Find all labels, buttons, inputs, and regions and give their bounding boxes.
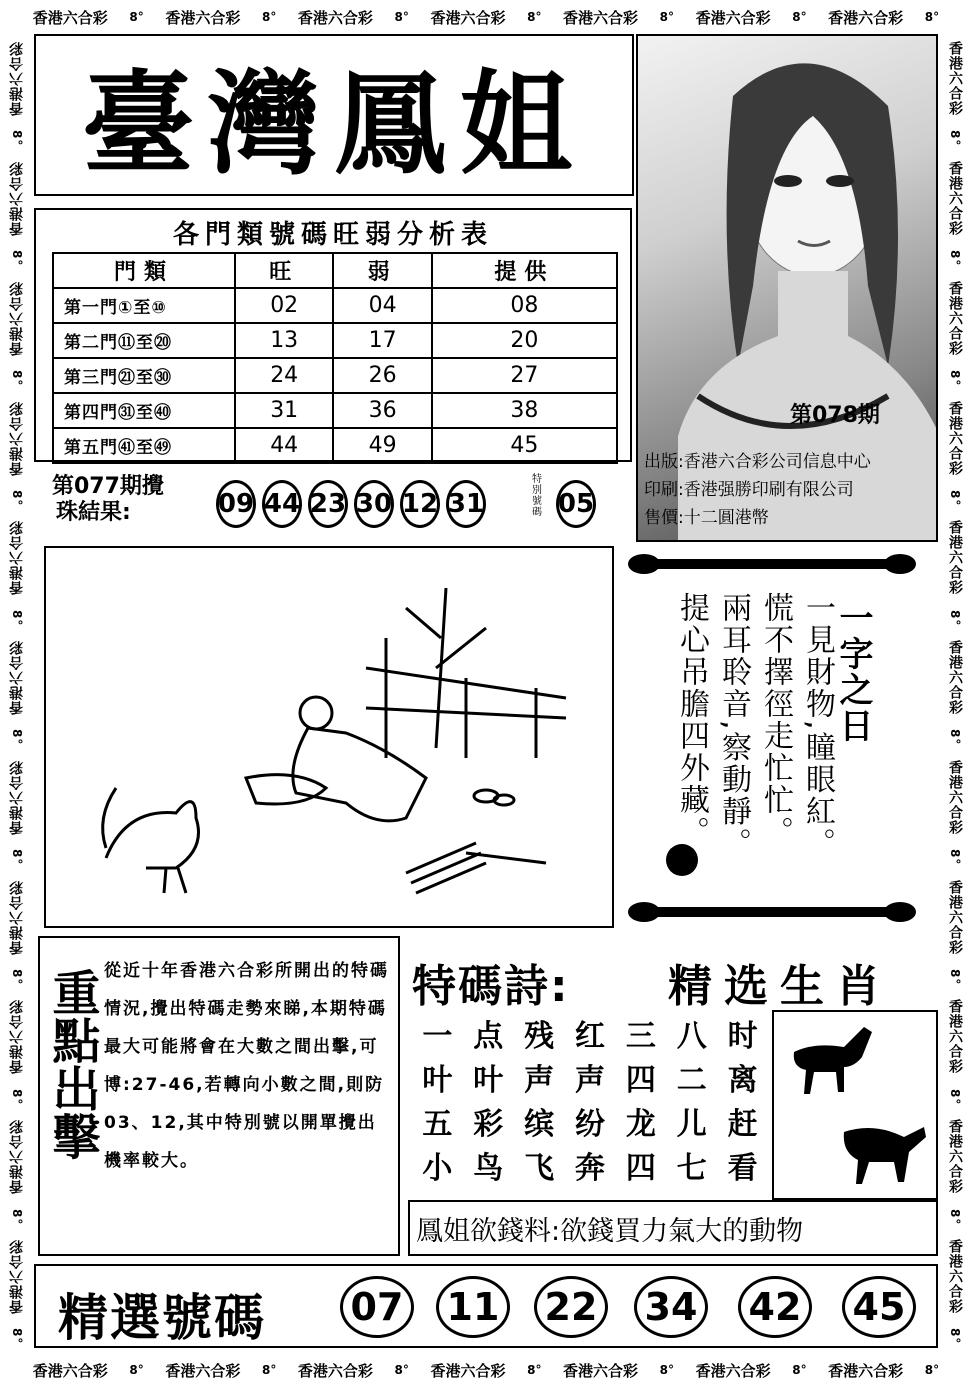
border-ring-icon: 8° [924,10,940,24]
riddle-line: 兩耳聆音,察動靜。 [716,592,751,860]
draw-result-label [52,474,212,526]
border-text: 香港六合彩 [947,640,963,716]
border-ring-icon: 8° [10,369,24,387]
publisher-line: 出版:香港六合彩公司信息中心 [644,452,871,472]
border-bottom-strip [22,1352,950,1388]
issue-number: 第078期 [790,403,880,428]
riddle-line: 慌不擇徑走忙忙。 [758,592,793,848]
publisher-info [644,448,932,536]
draw-ball: 12 [400,480,440,528]
poem-char: 时 [727,1019,758,1054]
border-top-strip [22,0,950,34]
poem-char: 飞 [524,1151,555,1186]
border-text: 香港六合彩 [430,1361,506,1380]
cell-provide: 45 [432,428,617,463]
border-ring-icon: 8° [659,1363,675,1377]
border-text: 香港六合彩 [9,640,25,716]
table-row [53,288,617,323]
border-text: 香港六合彩 [9,400,25,476]
border-ring-icon: 8° [10,849,24,866]
border-text: 香港六合彩 [165,1361,241,1380]
border-ring-icon: 8° [948,489,962,507]
border-ring-icon: 8° [261,1363,277,1377]
poem-char: 四 [625,1063,656,1098]
selected-ball: 34 [634,1276,708,1338]
selected-ball: 42 [738,1276,812,1338]
poem-char: 小 [422,1151,453,1186]
border-ring-icon: 8° [527,10,542,24]
price-line: 售價:十二圓港幣 [644,508,769,528]
printer-line: 印刷:香港强勝印刷有限公司 [644,480,854,500]
poem-char: 声 [574,1063,605,1098]
border-ring-icon: 8° [394,10,409,24]
draw-ball: 09 [216,480,256,528]
border-text: 香港六合彩 [9,280,25,356]
border-ring-icon: 8° [10,1208,24,1225]
border-ring-icon: 8° [10,1088,24,1106]
cell-weak: 04 [333,288,431,323]
border-ring-icon: 8° [924,1363,940,1377]
row-label: 第五門㊶至㊾ [53,428,235,463]
border-ring-icon: 8° [948,1208,962,1225]
border-text: 香港六合彩 [828,8,904,27]
special-poem-title: 特碼詩: [412,961,570,1012]
border-ring-icon: 8° [129,1363,144,1377]
border-ring-icon: 8° [792,10,807,24]
masthead-title: 臺灣鳳姐 [82,58,586,190]
table-row [53,393,617,428]
border-ring-icon: 8° [10,250,24,267]
cell-weak: 49 [333,428,431,463]
poem-char: 龙 [625,1107,656,1142]
border-ring-icon: 8° [527,1363,542,1377]
draw-result-label-line2: 珠結果: [56,500,131,525]
border-ring-icon: 8° [10,130,24,147]
analysis-heading: 各門類號碼旺弱分析表 [172,220,493,250]
draw-ball: 44 [262,480,302,528]
poem-char: 点 [473,1019,504,1054]
selected-ball: 22 [534,1276,608,1338]
horse-and-dog-drawing [774,1012,936,1198]
story-illustration [44,546,614,928]
special-poem-grid [412,1018,768,1188]
focus-text: 從近十年香港六合彩所開出的特碼情況,攪出特碼走勢來睇,本期特碼最大可能將會在大數之間出擊,可博:27-46,若轉向小數之間,則防03、12,其中特別號以開單攪出機率較大。 [104,961,389,1171]
special-ball: 05 [556,480,596,528]
border-ring-icon: 8° [948,130,962,147]
poem-char: 奔 [574,1151,605,1186]
border-ring-icon: 8° [10,729,24,746]
masthead-title-box [34,34,634,196]
poem-char: 一 [422,1019,453,1054]
table-row [53,323,617,358]
money-riddle: 鳳姐欲錢料:欲錢買力氣大的動物 [408,1200,938,1256]
border-text: 香港六合彩 [695,1361,771,1380]
border-text: 香港六合彩 [947,280,963,356]
cell-strong: 44 [235,428,333,463]
poem-char: 彩 [473,1107,504,1142]
border-text: 香港六合彩 [947,41,963,117]
analysis-table [52,252,618,464]
border-ring-icon: 8° [948,609,962,626]
border-text: 香港六合彩 [695,8,771,27]
table-row [53,428,617,463]
border-text: 香港六合彩 [9,1239,25,1315]
border-text: 香港六合彩 [9,160,25,236]
cell-strong: 13 [235,323,333,358]
riddle-line: 一見財物,瞳眼紅。 [800,592,835,860]
zodiac-pick-title: 精选生肖 [668,961,892,1012]
border-text: 香港六合彩 [828,1361,904,1380]
border-ring-icon: 8° [948,1328,962,1345]
border-ring-icon: 8° [948,250,962,267]
poem-char: 五 [422,1107,453,1142]
border-ring-icon: 8° [129,10,144,24]
border-text: 香港六合彩 [9,879,25,955]
cell-provide: 08 [432,288,617,323]
zodiac-animals-box [772,1010,938,1200]
poem-char: 四 [625,1151,656,1186]
col-header-provide: 提供 [432,253,617,288]
border-text: 香港六合彩 [947,520,963,596]
row-label: 第二門⑪至⑳ [53,323,235,358]
poem-char: 八 [676,1019,707,1054]
border-ring-icon: 8° [948,1088,962,1106]
poem-char: 缤 [524,1107,555,1142]
border-text: 香港六合彩 [9,1119,25,1195]
selected-numbers-title: 精選號碼 [58,1288,266,1347]
poem-char: 儿 [676,1107,707,1142]
cell-strong: 24 [235,358,333,393]
poem-char: 叶 [422,1063,453,1098]
border-ring-icon: 8° [948,968,962,986]
poem-char: 声 [524,1063,555,1098]
border-ring-icon: 8° [10,489,24,507]
border-text: 香港六合彩 [947,999,963,1075]
table-row [53,358,617,393]
poem-char: 三 [625,1019,656,1054]
border-ring-icon: 8° [792,1363,807,1377]
poem-char: 红 [574,1019,605,1054]
border-text: 香港六合彩 [947,1119,963,1195]
border-ring-icon: 8° [10,1328,24,1345]
cell-weak: 17 [333,323,431,358]
border-text: 香港六合彩 [563,8,639,27]
poem-char: 赶 [727,1107,758,1142]
border-text: 香港六合彩 [165,8,241,27]
row-label: 第一門①至⑩ [53,288,235,323]
border-left-strip [0,34,34,1352]
riddle-line: 提心吊膽四外藏。 [674,592,709,848]
border-text: 香港六合彩 [297,8,373,27]
border-ring-icon: 8° [10,968,24,986]
cell-provide: 20 [432,323,617,358]
poem-char: 纷 [574,1107,605,1142]
draw-result-label-line1: 第077期攪 [52,474,164,499]
border-ring-icon: 8° [10,609,24,626]
border-ring-icon: 8° [659,10,675,24]
border-text: 香港六合彩 [9,520,25,596]
cell-strong: 31 [235,393,333,428]
selected-ball: 07 [340,1276,414,1338]
poem-char: 叶 [473,1063,504,1098]
cell-strong: 02 [235,288,333,323]
border-ring-icon: 8° [948,729,962,746]
border-text: 香港六合彩 [947,759,963,835]
border-text: 香港六合彩 [947,879,963,955]
analysis-panel [34,208,632,462]
border-text: 香港六合彩 [947,1239,963,1315]
selected-ball: 11 [436,1276,510,1338]
col-header-strong: 旺 [235,253,333,288]
cell-weak: 36 [333,393,431,428]
border-text: 香港六合彩 [9,41,25,117]
border-ring-icon: 8° [261,10,277,24]
row-label: 第四門㉛至㊵ [53,393,235,428]
riddle-poem-scroll [622,552,922,924]
focus-title: 重點出擊 [44,968,100,1160]
border-text: 香港六合彩 [297,1361,373,1380]
poem-char: 看 [727,1151,758,1186]
poem-char: 二 [676,1063,707,1098]
border-text: 香港六合彩 [947,400,963,476]
draw-ball: 31 [446,480,486,528]
border-text: 香港六合彩 [32,8,108,27]
poem-char: 鸟 [473,1151,504,1186]
border-text: 香港六合彩 [9,759,25,835]
border-text: 香港六合彩 [563,1361,639,1380]
draw-ball: 30 [354,480,394,528]
riddle-title: 一字之日 [833,600,873,744]
poem-char: 七 [676,1151,707,1186]
poem-char: 离 [727,1063,758,1098]
border-text: 香港六合彩 [430,8,506,27]
border-text: 香港六合彩 [9,999,25,1075]
row-label: 第三門㉑至㉚ [53,358,235,393]
poem-char: 残 [524,1019,555,1054]
border-ring-icon: 8° [948,849,962,866]
draw-ball: 23 [308,480,348,528]
col-header-weak: 弱 [333,253,431,288]
selected-numbers-bar [34,1264,938,1348]
cell-provide: 27 [432,358,617,393]
special-number-tag: 特別號碼 [532,474,542,518]
border-text: 香港六合彩 [947,160,963,236]
cell-provide: 38 [432,393,617,428]
border-ring-icon: 8° [948,369,962,387]
border-text: 香港六合彩 [32,1361,108,1380]
col-header-category: 門類 [53,253,235,288]
border-ring-icon: 8° [394,1363,409,1377]
cell-weak: 26 [333,358,431,393]
boy-and-rooster-drawing [46,548,612,926]
selected-ball: 45 [842,1276,916,1338]
border-right-strip [938,34,972,1352]
